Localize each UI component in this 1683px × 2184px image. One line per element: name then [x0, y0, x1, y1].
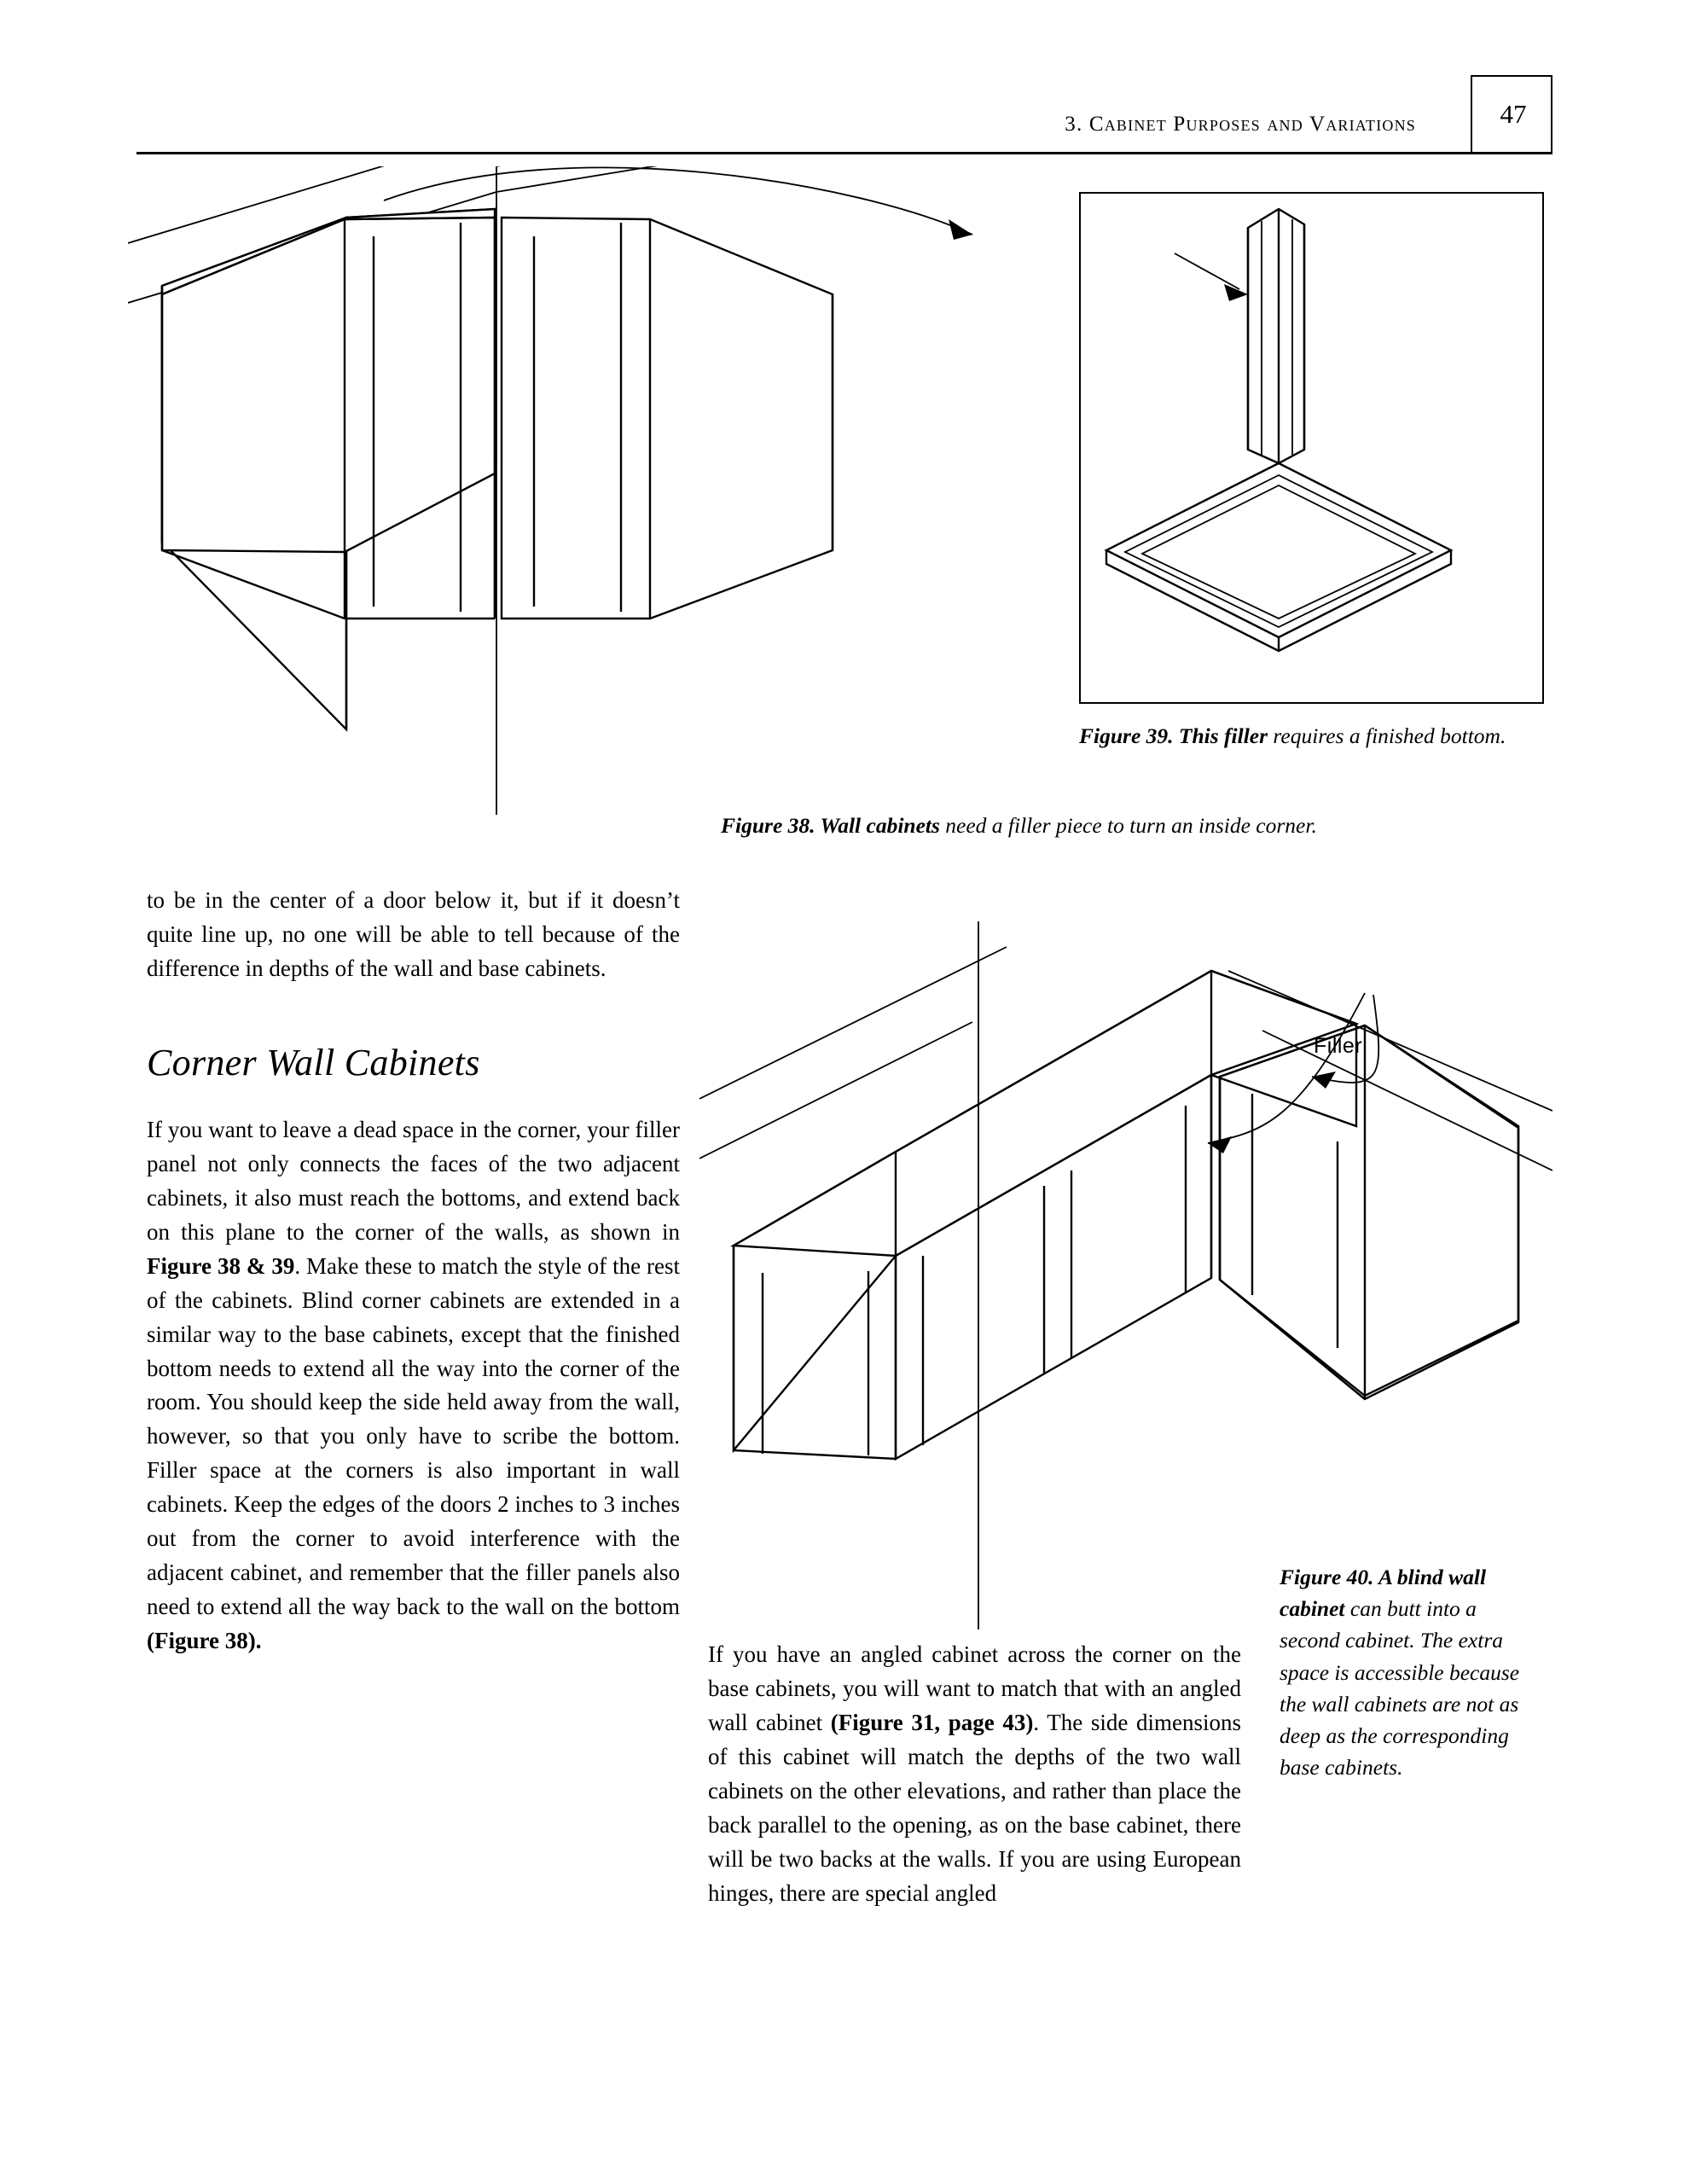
figure-40-illustration: [699, 921, 1552, 1629]
figure-reference-38: (Figure 38).: [147, 1628, 262, 1654]
figure-38-caption-text: need a filler piece to turn an inside corner.: [939, 813, 1317, 838]
paragraph-part-1: If you want to leave a dead space in the corner, your filler panel not only connects the faces of the two adjacent cabinets, it also must reach the bottoms, and extend back on this plane to the corner of the walls, as shown in: [147, 1116, 680, 1245]
figure-40-caption-bold: Figure 40. A blind wall cabinet: [1280, 1565, 1487, 1622]
figure-40-drawing: [699, 921, 1552, 1629]
figure-39-caption-text: requires a finished bottom.: [1268, 723, 1506, 748]
figure-40-caption-text: can butt into a second cabinet. The extra space is accessible because the wall cabinets are not as deep as the corresponding base cabinets.: [1280, 1596, 1520, 1780]
running-title: 3. Cabinet Purposes and Variations: [1065, 113, 1416, 136]
figure-reference-31: (Figure 31, page 43): [830, 1709, 1034, 1735]
header-divider-rule: [136, 152, 1552, 154]
figure-39-caption-bold: Figure 39. This filler: [1079, 723, 1268, 748]
filler-callout-label: Filler: [1314, 1034, 1363, 1058]
figure-reference-38-39: Figure 38 & 39: [147, 1252, 295, 1279]
figure-39-box: [1079, 192, 1544, 704]
paragraph-part-1: If you have an angled cabinet across the corner on the base cabinets, you will want to match that with an angled wall cabinet: [708, 1641, 1241, 1735]
figure-39-caption: [1079, 721, 1557, 752]
paragraph-corner-wall-cabinets: [147, 1113, 680, 1658]
middle-text-column: [708, 1638, 1241, 1911]
page-number-box: [1471, 75, 1552, 154]
section-heading-corner-wall-cabinets: Corner Wall Cabinets: [147, 1041, 480, 1083]
page-number: 47: [1500, 99, 1527, 129]
page-header: [136, 85, 1552, 154]
paragraph-part-2: . The side dimensions of this cabinet will match the depths of the two wall cabinets on the other elevations, and rather than place the back parallel to the opening, as on the base cabinet, there will be two backs at the walls. If you are using European hinges, there are special angled: [708, 1709, 1241, 1906]
figure-38-drawing: [128, 166, 998, 840]
figure-40-caption: [1280, 1561, 1527, 1784]
paragraph-angled-cabinet: [708, 1638, 1241, 1911]
paragraph-part-2: . Make these to match the style of the rest of the cabinets. Blind corner cabinets are extended in a similar way to the base cabinets, except that the finished bottom needs to extend all the way into the corner of the room. You should keep the side held away from the wall, however, so that you only have to scribe the bottom. Filler space at the corners is also important in wall cabinets. Keep the edges of the doors 2 inches to 3 inches out from the corner to avoid interference with the adjacent cabinet, and remember that the filler panels also need to extend all the way back to the wall on the bottom: [147, 1252, 681, 1620]
figure-38-caption-bold: Figure 38. Wall cabinets: [721, 813, 940, 838]
left-text-column: [147, 884, 680, 1658]
paragraph-continued: to be in the center of a door below it, but if it doesn’t quite line up, no one will be able to tell because of the difference in depths of the wall and base cabinets.: [147, 887, 680, 981]
figure-39-drawing: [1081, 194, 1542, 702]
figure-38-illustration: [128, 166, 998, 840]
figure-38-caption: [721, 810, 1565, 841]
